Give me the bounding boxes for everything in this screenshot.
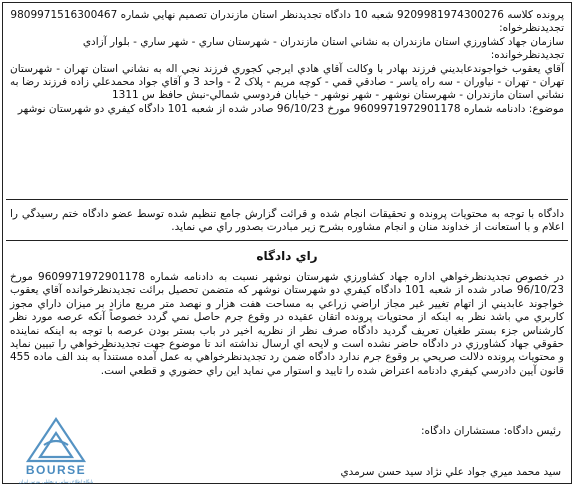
bourse-logo-icon — [6, 411, 106, 487]
case-header — [10, 9, 564, 116]
appellant-label: تجديدنظرخواه: — [499, 22, 564, 35]
svg-text:پایگاه اطلاع رسانی و تحلیلی بو: پایگاه اطلاع رسانی و تحلیلی بورس ایران — [18, 480, 94, 485]
divider-middle — [6, 240, 568, 241]
intro-paragraph: دادگاه با توجه به محتويات پرونده و تحقيقات انجام شده و قرائت گزارش جامع تنظيم شده توسط عضو دادگاه ختم رسيدگي را اعلام و با استعانت از خداوند منان و انجام مشاوره بشرح زير مبادرت بصدور راي مي نمايد. — [10, 208, 564, 234]
signature-names: سيد محمد ميري جواد علي نژاد سيد حسن سرمدي — [340, 466, 561, 478]
intro-section — [10, 208, 564, 235]
appellant-text: سازمان جهاد كشاورزي استان مازندران به نشاني استان مازندران - شهرستان ساري - شهر ساري - بلوار آزادي — [82, 35, 564, 48]
signature-label: رئيس دادگاه: مستشاران دادگاه: — [421, 425, 561, 437]
subject-line: موضوع: دادنامه شماره 9609971972901178 مورخ 96/10/23 صادر شده از شعبه 101 دادگاه كيفري دو شهرستان نوشهر — [17, 102, 564, 115]
document-frame — [2, 2, 572, 484]
divider-top — [6, 199, 568, 200]
case-number-line: پرونده كلاسه 9209981974300276 شعبه 10 دادگاه تجديدنظر استان مازندران تصميم نهايي شماره 9809971516300467 — [10, 9, 564, 21]
appellee-label: تجديدنظرخوانده: — [490, 49, 564, 62]
bourse-logo — [6, 411, 106, 487]
ruling-section — [10, 271, 564, 378]
ruling-paragraph: در خصوص تجديدنظرخواهي اداره جهاد كشاورزي شهرستان نوشهر نسبت به دادنامه شماره 9609971972901178 مورخ 96/10/23 صادر شده از شعبه 101 دادگاه كيفري دو شهرستان نوشهر كه متضمن تحصيل برائت تجديدنظرخوانده آقاي يعقوب خواجوند عابديني از اتهام تغيير غير مجاز اراضي زراعي به مساحت هفت هزار و نهصد متر مربع مازاد بر ميزان داراي مجوز كاربري مي باشد نظر به اينكه از محتويات پرونده اتقان عقيده در وقوع جرم حاصل نمي گردد خصوصاً آنكه عرصه مورد نظر كارشناس جزء بستر طغيان تعريف گرديد دادگاه صرف نظر از نظريه اخير در باب بستر بودن عرصه با توجه به اينكه نماينده حقوقي جهاد كشاورزي در دادگاه حاضر نشده است و لايحه اي ارسال نداشته اند تا موضوع جهت تجديدنظرخواهي را تبيين نمايد و محتويات پرونده دلالت صريحي بر وقوع جرم ندارد دادگاه ضمن رد تجديدنظرخواهي به عمل آمده مستنداً به بند الف ماده 455 قانون آيين دادرسي كيفري دادنامه اعتراض شده را تاييد و استوار مي نمايد اين راي حضوري و قطعي است. — [10, 271, 564, 377]
appellee-text: آقاي يعقوب خواجوندعابديني فرزند بهادر با وكالت آقاي هادي ايرجي كجوري فرزند نجي اله به نشاني استان تهران - شهرستان تهران - تهران - نياوران - سه راه ياسر - صادقي قمي - كوچه مريم - پلاک 2 - واحد 3 و آقاي جواد محمدعلي زاده فرزند رضا به نشاني استان مازندران - شهرستان نوشهر - شهر نوشهر - خيابان فردوسي شمالي-نبش حافظ س 1311 — [10, 62, 564, 102]
ruling-title: راي دادگاه — [256, 249, 318, 263]
svg-text:BOURSE: BOURSE — [25, 463, 87, 477]
